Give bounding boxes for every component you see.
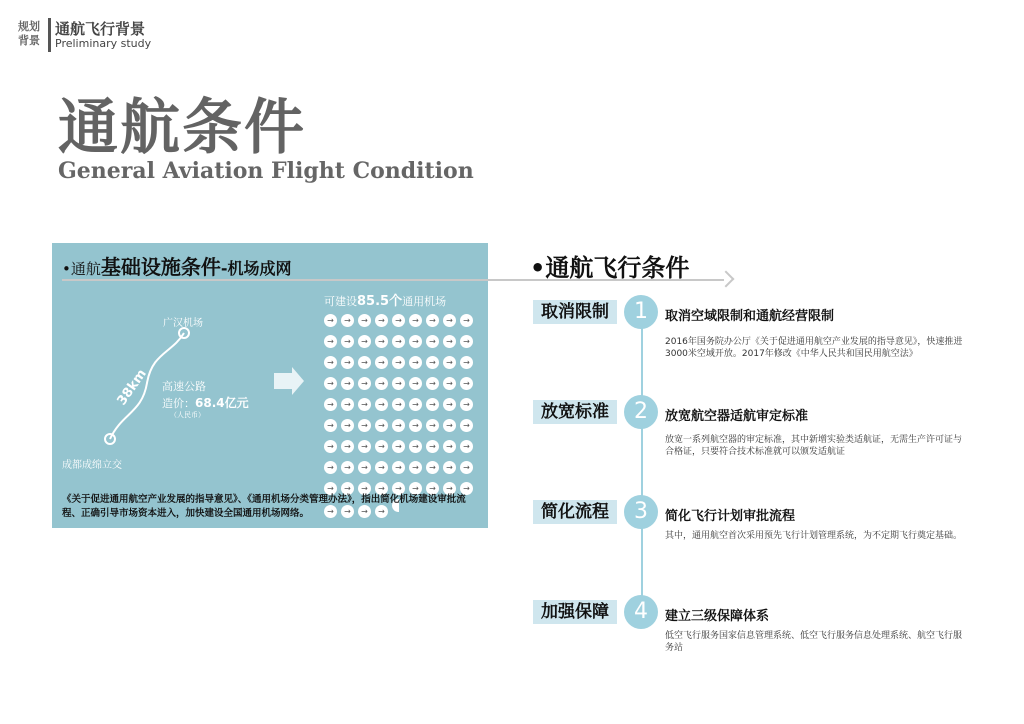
plane-icon: → xyxy=(460,335,473,348)
buildable-suffix: 通用机场 xyxy=(402,295,447,308)
plane-icon: → xyxy=(460,461,473,474)
panel-heading-prefix: •通航 xyxy=(62,260,101,278)
step-3-tag: 简化流程 xyxy=(533,500,617,524)
plane-icon: → xyxy=(324,398,337,411)
arrow-right-icon xyxy=(274,367,304,395)
plane-icon: → xyxy=(409,335,422,348)
header-title: 通航飞行背景 xyxy=(55,20,146,38)
plane-icon: → xyxy=(443,356,456,369)
plane-icon: → xyxy=(460,377,473,390)
plane-icon: → xyxy=(392,335,405,348)
plane-icon: → xyxy=(324,461,337,474)
plane-icon: → xyxy=(460,419,473,432)
plane-icon: → xyxy=(375,377,388,390)
plane-icon: → xyxy=(392,482,405,495)
plane-icon: → xyxy=(358,461,371,474)
cost-unit: （人民币） xyxy=(170,411,205,419)
plane-icon: → xyxy=(358,419,371,432)
plane-icon: → xyxy=(426,398,439,411)
plane-icon: → xyxy=(358,398,371,411)
step-2-desc: 放宽一系列航空器的审定标准，其中新增实验类适航证，无需生产许可证与合格证，只要符合技术标准就可以颁发适航证 xyxy=(665,435,963,457)
step-3-desc: 其中，通用航空首次采用预先飞行计划管理系统，为不定期飞行奠定基础。 xyxy=(665,531,963,541)
step-1-number: 1 xyxy=(624,295,658,329)
section-label-line2: 背景 xyxy=(18,34,40,47)
step-1-desc: 2016年国务院办公厅《关于促进通用航空产业发展的指导意见》，快速推进3000米空域开放。2017年修改《中华人民共和国民用航空法》 xyxy=(665,337,963,359)
plane-icon: → xyxy=(358,505,371,518)
plane-icon: → xyxy=(443,440,456,453)
plane-icon: → xyxy=(341,356,354,369)
plane-icon: → xyxy=(358,440,371,453)
airport-a-label: 广汉机场 xyxy=(163,318,203,329)
plane-icon: → xyxy=(341,482,354,495)
road-label: 高速公路 xyxy=(162,380,206,393)
plane-icon: → xyxy=(409,398,422,411)
cost-label xyxy=(162,394,249,411)
step-3-number: 3 xyxy=(624,495,658,529)
cost-value: 68.4亿元 xyxy=(195,396,249,410)
plane-icon: → xyxy=(443,419,456,432)
plane-icon: → xyxy=(358,482,371,495)
plane-icon: → xyxy=(392,377,405,390)
plane-icon: → xyxy=(443,377,456,390)
plane-icon: → xyxy=(324,356,337,369)
plane-icon: → xyxy=(324,440,337,453)
plane-icon: → xyxy=(409,440,422,453)
plane-icon: → xyxy=(409,377,422,390)
plane-icon: → xyxy=(460,440,473,453)
plane-icon: → xyxy=(392,440,405,453)
airport-icon-grid xyxy=(322,308,484,520)
plane-icon: → xyxy=(375,356,388,369)
connector-arrow-icon xyxy=(718,271,735,288)
buildable-value: 85.5个 xyxy=(357,294,403,309)
plane-icon: → xyxy=(341,461,354,474)
plane-icon: → xyxy=(324,419,337,432)
plane-icon: → xyxy=(443,482,456,495)
plane-icon: → xyxy=(341,314,354,327)
plane-icon: → xyxy=(324,335,337,348)
plane-icon: → xyxy=(409,461,422,474)
panel-footer: 《关于促进通用航空产业发展的指导意见》、《通用机场分类管理办法》，指出简化机场建设审批流程、正确引导市场资本进入，加快建设全国通用机场网络。 xyxy=(62,494,466,519)
plane-icon: → xyxy=(409,314,422,327)
buildable-label xyxy=(324,290,446,309)
section-label xyxy=(18,20,40,48)
step-4-desc: 低空飞行服务国家信息管理系统、低空飞行服务信息处理系统、航空飞行服务站 xyxy=(665,631,963,653)
plane-icon: → xyxy=(460,482,473,495)
plane-icon: → xyxy=(460,356,473,369)
plane-icon: → xyxy=(375,398,388,411)
step-4-tag: 加强保障 xyxy=(533,600,617,624)
flight-conditions-heading: •通航飞行条件 xyxy=(530,254,690,282)
plane-icon: → xyxy=(375,505,388,518)
plane-icon: → xyxy=(392,461,405,474)
step-2-number: 2 xyxy=(624,395,658,429)
plane-icon: → xyxy=(392,398,405,411)
plane-icon: → xyxy=(375,440,388,453)
cost-prefix: 造价： xyxy=(162,397,195,410)
plane-icon: → xyxy=(375,314,388,327)
panel-heading-bold: 基础设施条件 xyxy=(100,255,221,279)
plane-icon: → xyxy=(426,482,439,495)
step-1-tag: 取消限制 xyxy=(533,300,617,324)
plane-icon: → xyxy=(358,356,371,369)
plane-icon: → xyxy=(324,377,337,390)
plane-icon: → xyxy=(341,505,354,518)
plane-icon: → xyxy=(324,314,337,327)
timeline-line xyxy=(641,312,643,612)
plane-icon: → xyxy=(426,461,439,474)
plane-icon: → xyxy=(426,335,439,348)
plane-icon: → xyxy=(392,356,405,369)
plane-icon: → xyxy=(426,314,439,327)
plane-icon: → xyxy=(443,461,456,474)
step-3-title: 简化飞行计划审批流程 xyxy=(665,509,796,524)
airport-b-label: 成都成绵立交 xyxy=(62,460,122,471)
distance-label: 38km xyxy=(114,366,150,409)
plane-icon: → xyxy=(460,314,473,327)
plane-icon: → xyxy=(341,398,354,411)
plane-icon: → xyxy=(426,440,439,453)
step-2-title: 放宽航空器适航审定标准 xyxy=(665,409,809,424)
buildable-prefix: 可建设 xyxy=(324,295,357,308)
plane-icon: → xyxy=(443,314,456,327)
plane-icon: → xyxy=(392,419,405,432)
plane-icon: → xyxy=(358,335,371,348)
section-label-line1: 规划 xyxy=(18,20,40,33)
plane-icon: → xyxy=(358,314,371,327)
plane-icon: → xyxy=(324,482,337,495)
step-4-number: 4 xyxy=(624,595,658,629)
plane-icon: → xyxy=(375,482,388,495)
page-title: 通航条件 xyxy=(58,93,306,163)
plane-icon: → xyxy=(460,398,473,411)
plane-icon: → xyxy=(358,377,371,390)
plane-icon: → xyxy=(443,398,456,411)
plane-icon: → xyxy=(392,314,405,327)
plane-icon: → xyxy=(443,335,456,348)
plane-icon: → xyxy=(375,419,388,432)
plane-icon: → xyxy=(409,482,422,495)
step-2-tag: 放宽标准 xyxy=(533,400,617,424)
plane-icon: → xyxy=(341,440,354,453)
plane-icon: → xyxy=(426,356,439,369)
step-1-title: 取消空域限制和通航经营限制 xyxy=(665,309,835,324)
plane-icon: → xyxy=(426,377,439,390)
plane-icon: → xyxy=(341,335,354,348)
plane-icon: → xyxy=(341,419,354,432)
panel-heading-suffix: -机场成网 xyxy=(220,259,292,278)
header-divider xyxy=(48,18,51,52)
plane-icon: → xyxy=(426,419,439,432)
plane-icon: → xyxy=(375,335,388,348)
plane-icon: → xyxy=(341,377,354,390)
plane-icon: → xyxy=(375,461,388,474)
plane-icon: → xyxy=(409,356,422,369)
plane-icon: → xyxy=(409,419,422,432)
plane-icon: → xyxy=(324,505,337,518)
page-subtitle: General Aviation Flight Condition xyxy=(58,158,474,184)
step-4-title: 建立三级保障体系 xyxy=(665,609,770,624)
header-subtitle: Preliminary study xyxy=(55,37,152,50)
